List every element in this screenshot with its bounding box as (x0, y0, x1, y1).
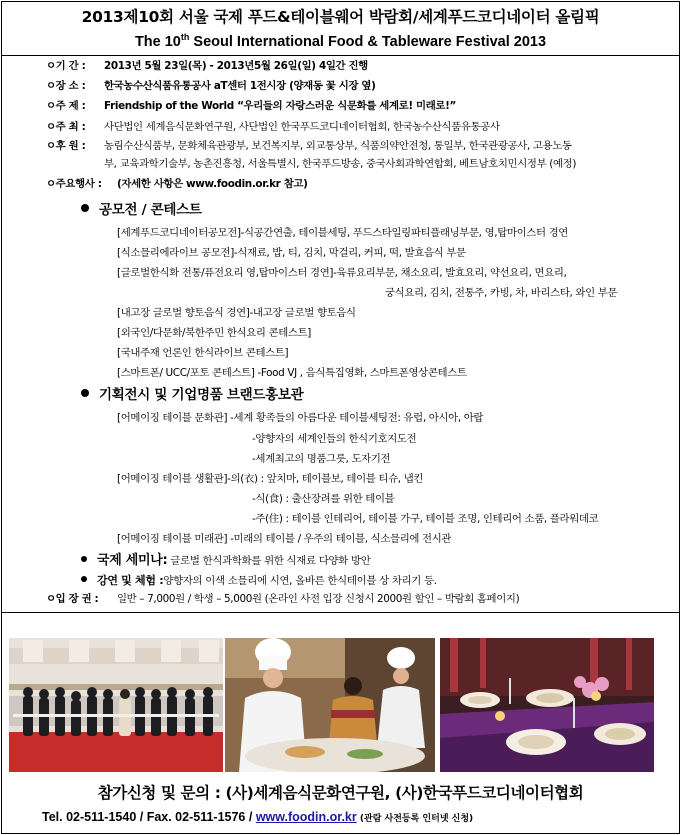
exhibit-line: -세계최고의 명품그릇, 도자기전 (252, 453, 391, 465)
exhibit-line: [어메이징 테이블 문화관] -세계 황족들의 아름다운 테이블세팅전: 유럽, 아시아, 아랍 (117, 412, 484, 424)
exhibit-line: -식(食) : 출산장려를 위한 테이블 (252, 493, 395, 505)
ceremony-illustration (9, 638, 223, 772)
info-theme (0, 100, 681, 113)
ceremony-photo (9, 638, 223, 772)
info-venue (0, 80, 681, 93)
exhibit-line: -주(住) : 테이블 인테리어, 테이블 가구, 테이블 조명, 인테리어 소품, 플라워데코 (252, 513, 599, 525)
title-en-part: The 10 (134, 33, 181, 50)
exhibit-line: -양향자의 세계인들의 한식기호지도전 (252, 433, 417, 445)
info-admission (0, 593, 681, 606)
footer-inquiry: 참가신청 및 문의 : (사)세계음식문화연구원, (사)한국푸드코디네이터협회 (97, 784, 584, 802)
heading-text: 기획전시 및 기업명품 브랜드홍보관 (99, 387, 304, 403)
info-main-events (0, 178, 681, 191)
bullet-dot (81, 556, 87, 562)
title-korean: 2013제10회 서울 국제 푸드&테이블웨어 박람회/세계푸드코디네이터 올림픽 (81, 8, 600, 26)
website-link[interactable]: www.foodin.or.kr (255, 810, 357, 824)
title-en-sup: th (180, 32, 190, 42)
info-sponsor-cont (0, 158, 681, 171)
seminar-heading: 국제 세미나: (97, 553, 168, 568)
section-exhibit-heading (81, 383, 303, 403)
info-label: ㅇ기 간 : (46, 60, 86, 72)
heading-text: 공모전 / 콘테스트 (99, 202, 202, 218)
bullet-dot (81, 204, 89, 212)
divider-top (1, 55, 680, 56)
seminar-text: 글로벌 한식과학화를 위한 식재료 다양화 방안 (167, 555, 371, 567)
contest-line: [스마트폰/ UCC/포토 콘테스트] -Food VJ , 음식특집영화, 스마트폰영상콘테스트 (117, 367, 467, 379)
bullet-dot (81, 576, 87, 582)
info-value: 농림수산식품부, 문화체육관광부, 보건복지부, 외교통상부, 식품의약안전청, 통일부, 한국관광공사, 고용노동 (104, 140, 572, 152)
title-en-part: Seoul International Food & Tableware Festival 2013 (189, 33, 547, 50)
info-value: 부, 교육과학기술부, 농촌진흥청, 서울특별시, 한국푸드방송, 중국사회과학연합회, 베트남호치민시정부 (예정) (104, 158, 577, 170)
contest-line: [식소믈리에라이브 공모전]-식재료, 밥, 티, 김치, 막걸리, 커피, 떡, 발효음식 부문 (117, 247, 466, 259)
bullet-dot (81, 389, 89, 397)
info-period (0, 60, 681, 73)
info-value: (자세한 사항은 www.foodin.or.kr 참고) (117, 178, 308, 190)
info-sponsor (0, 140, 681, 153)
chef-photo (225, 638, 435, 772)
info-label: ㅇ장 소 : (46, 80, 86, 92)
footer-contact (42, 810, 473, 824)
info-label: ㅇ주 최 : (46, 121, 86, 133)
lecture-heading: 강연 및 체험 : (97, 574, 164, 587)
table-illustration (440, 638, 654, 772)
info-host (0, 121, 681, 134)
info-value: 2013년 5월 23일(목) - 2013년5월 26일(일) 4일간 진행 (104, 60, 368, 72)
footer-note: (관람 사전등록 인터넷 신청) (356, 814, 474, 824)
section-lecture (81, 572, 437, 588)
info-value: 사단법인 세계음식문화연구원, 사단법인 한국푸드코디네이터협회, 한국농수산식품유통공사 (104, 121, 500, 133)
contest-line: 궁식요리, 김치, 전통주, 카빙, 차, 바리스타, 와인 부문 (385, 287, 618, 299)
info-label: ㅇ주요행사 : (46, 178, 102, 190)
info-value: 한국농수산식품유통공사 aT센터 1전시장 (양재동 꽃 시장 옆) (104, 80, 376, 92)
section-seminar (81, 549, 370, 568)
footer-tel-fax: Tel. 02-511-1540 / Fax. 02-511-1576 / (42, 810, 256, 824)
exhibit-line: [어메이징 테이블 미래관] -미래의 테이블 / 우주의 테이블, 식소믈리에 전시관 (117, 533, 452, 545)
contest-line: [내고장 글로벌 향토음식 경연]-내고장 글로벌 향토음식 (117, 307, 356, 319)
info-label: ㅇ주 제 : (46, 100, 86, 112)
contest-line: [외국인/다문화/북한주민 한식요리 콘테스트] (117, 327, 311, 339)
info-label: ㅇ입 장 권 : (46, 593, 99, 605)
contest-line: [국내주재 언론인 한식라이브 콘테스트] (117, 347, 289, 359)
contest-line: [글로벌한식화 전통/퓨전요리 영,탑마이스터 경연]-육류요리부문, 채소요리, 발효요리, 약선요리, 면요리, (117, 267, 567, 279)
divider-bottom (1, 612, 680, 613)
info-value: Friendship of the World “우리들의 자랑스러운 식문화를 세계로! 미래로!” (104, 100, 456, 112)
info-label: ㅇ후 원 : (46, 140, 86, 152)
contest-line: [세계푸드코디네이터공모전]-식공간연출, 테이블세팅, 푸드스타일링파티플래닝부문, 영,탑마이스터 경연 (117, 227, 568, 239)
lecture-text: 양향자의 이색 소믈리에 시연, 올바른 한식테이블 상 차리기 등. (163, 575, 437, 587)
chef-illustration (225, 638, 435, 772)
photo-strip (0, 638, 681, 772)
section-contest-heading (81, 198, 202, 218)
table-setting-photo (440, 638, 654, 772)
info-value: 일반 – 7,000원 / 학생 – 5,000원 (온라인 사전 입장 신청시 2000원 할인 – 박람회 홈페이지) (117, 593, 520, 605)
title-english (0, 32, 681, 50)
exhibit-line: [어메이징 테이블 생활관]-의(衣) : 앞치마, 테이블보, 테이블 티슈, 냅킨 (117, 473, 424, 485)
